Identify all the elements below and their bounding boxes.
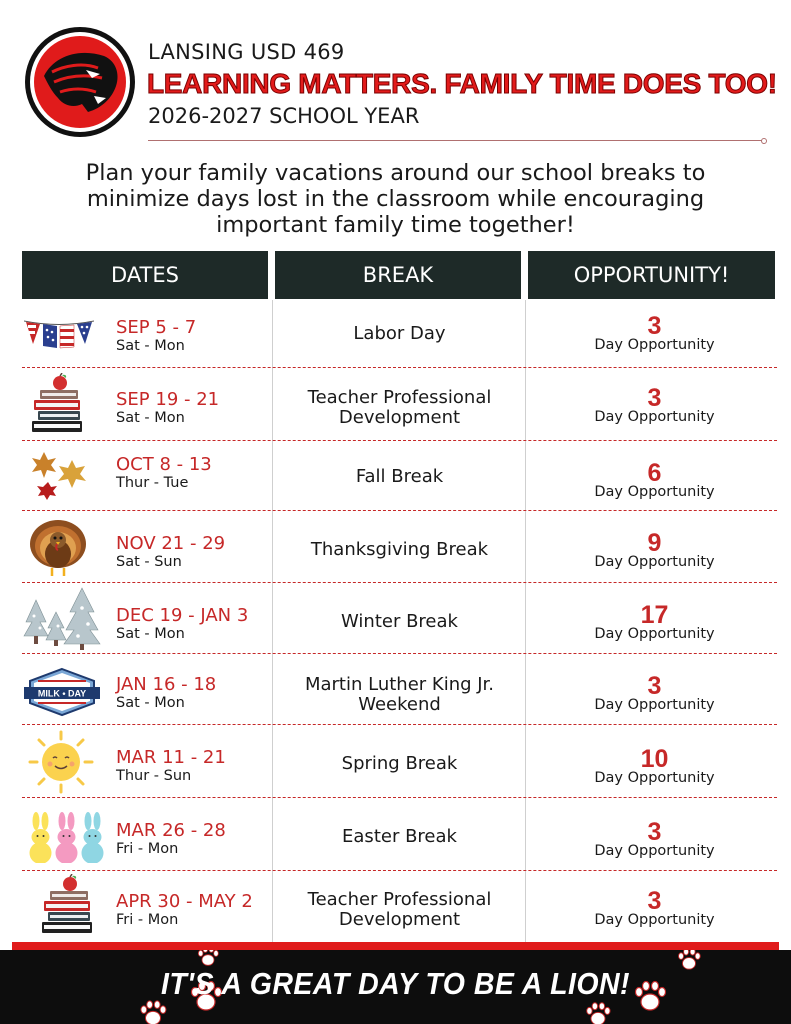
opportunity-label: Day Opportunity [594,337,715,353]
school-year: 2026-2027 SCHOOL YEAR [148,104,420,128]
opportunity-count: 9 [647,529,662,557]
table-row [22,442,777,509]
weekday-range: Thur - Tue [116,475,189,491]
date-range: MAR 26 - 28 [116,820,226,841]
opportunity-label: Day Opportunity [594,626,715,642]
bunting-flags-icon [24,318,94,350]
table-row [22,726,777,796]
opportunity-cell [532,818,777,860]
slogan: LEARNING MATTERS. FAMILY TIME DOES TOO! [147,68,777,99]
header-divider-dot [761,138,767,144]
footer-accent-bar [12,942,779,950]
opportunity-label: Day Opportunity [594,912,715,928]
weekday-range: Thur - Sun [116,768,192,784]
opportunity-label: Day Opportunity [594,554,715,570]
opportunity-count: 17 [640,601,669,629]
row-divider [22,367,777,368]
opportunity-cell [532,312,777,354]
book-stack-apple-icon [40,874,96,936]
opportunity-cell [532,384,777,426]
weekday-range: Fri - Mon [116,841,179,857]
footer-banner [0,950,791,1024]
break-name: Martin Luther King Jr. Weekend [304,674,495,715]
footer-tagline: IT'S A GREAT DAY TO BE A LION! [161,966,630,1001]
opportunity-label: Day Opportunity [594,770,715,786]
date-range: OCT 8 - 13 [116,454,212,475]
date-range: DEC 19 - JAN 3 [116,605,249,626]
opportunity-count: 3 [647,384,662,412]
date-range: SEP 19 - 21 [116,389,220,410]
mlk-badge-text: MILK • DAY [37,688,87,699]
table-row [22,584,777,652]
break-name: Teacher Professional Development [307,387,492,428]
header [0,0,791,150]
weekday-range: Sat - Mon [116,338,185,354]
row-divider [22,724,777,725]
column-header-dates: DATES [22,251,268,299]
row-divider [22,797,777,798]
break-name: Winter Break [341,611,458,632]
date-range: SEP 5 - 7 [116,317,197,338]
row-divider [22,582,777,583]
date-cell [116,675,216,712]
table-row [22,512,777,580]
weekday-range: Sat - Mon [116,695,185,711]
break-name: Fall Break [355,466,444,487]
date-range: MAR 11 - 21 [116,747,226,768]
weekday-range: Sat - Sun [116,554,182,570]
opportunity-count: 3 [647,672,662,700]
opportunity-label: Day Opportunity [594,484,715,500]
date-cell [116,318,196,355]
row-divider [22,870,777,871]
turkey-icon [28,516,88,578]
date-cell [116,534,225,571]
table-row [22,872,777,942]
opportunity-cell [532,529,777,571]
date-range: JAN 16 - 18 [116,674,217,695]
bunnies-icon [27,811,107,863]
lion-logo-icon [24,26,136,138]
header-divider [148,140,763,141]
table-row [22,799,777,869]
table-row [22,655,777,723]
opportunity-cell [532,601,777,643]
opportunity-cell [532,887,777,929]
district-name: LANSING USD 469 [148,40,345,64]
opportunity-count: 3 [647,887,662,915]
date-cell [116,821,226,858]
weekday-range: Fri - Mon [116,912,179,928]
opportunity-count: 6 [647,459,662,487]
weekday-range: Sat - Mon [116,626,185,642]
sun-icon [28,730,94,794]
opportunity-label: Day Opportunity [594,843,715,859]
column-header-break: BREAK [275,251,521,299]
opportunity-label: Day Opportunity [594,697,715,713]
opportunity-count: 3 [647,818,662,846]
break-name: Spring Break [341,753,458,774]
opportunity-label: Day Opportunity [594,409,715,425]
table-row [22,369,777,440]
opportunity-cell [532,745,777,787]
autumn-leaves-icon [32,448,88,500]
row-divider [22,440,777,441]
column-header-opportunity: OPPORTUNITY! [528,251,775,299]
opportunity-cell [532,672,777,714]
break-name: Thanksgiving Break [310,539,489,560]
break-name: Easter Break [342,826,457,847]
break-name: Labor Day [353,323,446,344]
break-name: Teacher Professional Development [307,889,492,930]
date-cell [116,606,248,643]
opportunity-count: 3 [647,312,662,340]
row-divider [22,653,777,654]
date-range: APR 30 - MAY 2 [116,891,253,912]
intro-text: Plan your family vacations around our school breaks to minimize days lost in the classroom while encouraging important family time together! [85,160,706,238]
date-cell [116,892,253,929]
opportunity-cell [532,459,777,501]
book-stack-apple-icon [30,373,86,435]
opportunity-count: 10 [640,745,669,773]
row-divider [22,510,777,511]
mlk-day-badge-icon [24,667,100,717]
date-cell [116,748,226,785]
weekday-range: Sat - Mon [116,410,185,426]
table-row [22,300,777,367]
date-cell [116,390,219,427]
paw-print-icon [584,1000,612,1024]
snowy-trees-icon [22,586,102,650]
date-cell [116,455,212,492]
date-range: NOV 21 - 29 [116,533,226,554]
